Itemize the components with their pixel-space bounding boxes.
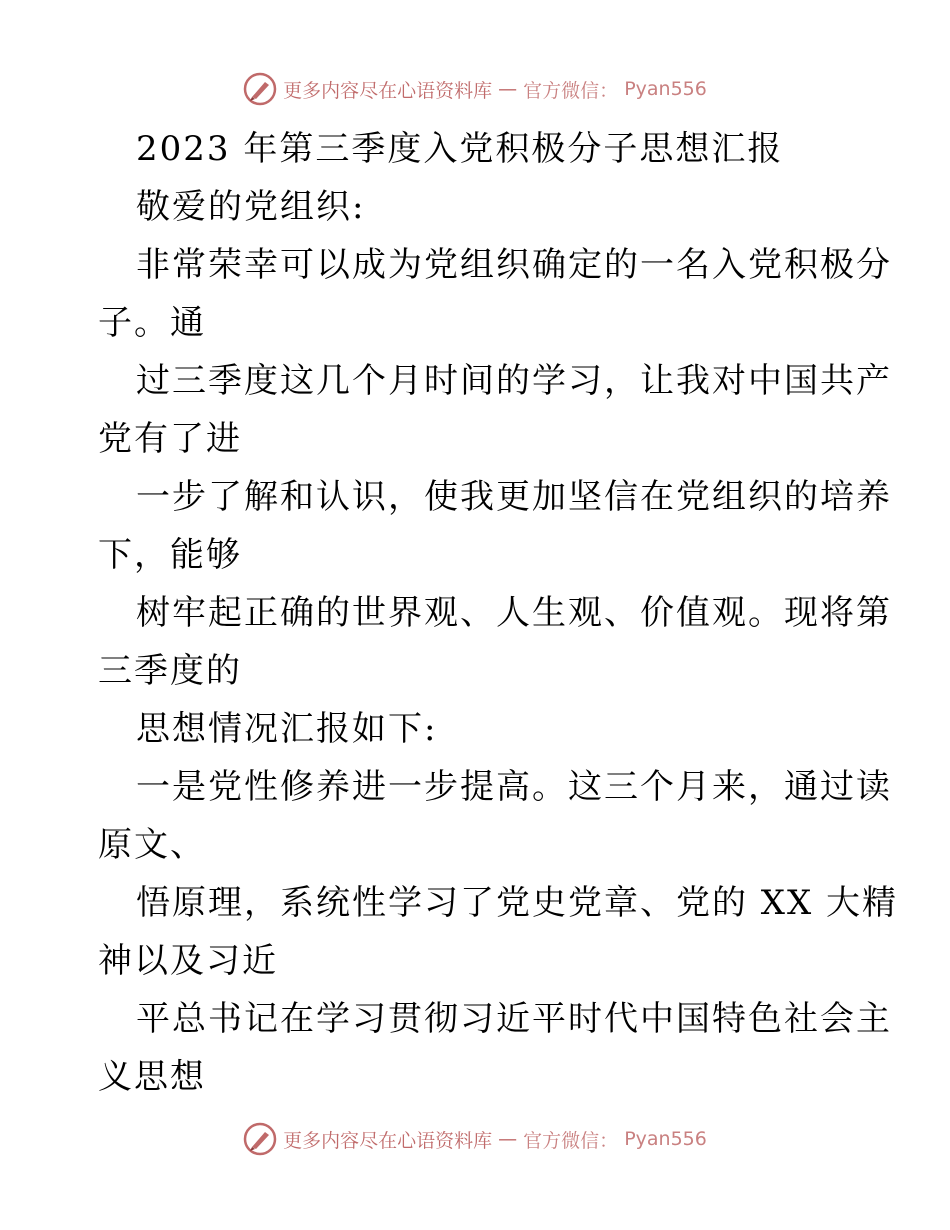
body-line: 下，能够 [98, 535, 242, 575]
body-line: 过三季度这几个月时间的学习，让我对中国共产 [136, 361, 892, 401]
watermark-text: 更多内容尽在心语资料库 [283, 79, 493, 102]
watermark-dash: — [498, 1128, 518, 1150]
pen-logo-icon [243, 72, 277, 106]
body-line: 悟原理，系统性学习了党史党章、党的 XX 大精 [136, 883, 899, 923]
body-line: 三季度的 [98, 651, 242, 691]
body-line: 树牢起正确的世界观、人生观、价值观。现将第 [136, 593, 892, 633]
pen-logo-icon [243, 1122, 277, 1156]
document-title: 2023 年第三季度入党积极分子思想汇报 [136, 129, 784, 169]
watermark-wechat-label: 官方微信： [523, 79, 619, 102]
body-line: 一步了解和认识，使我更加坚信在党组织的培养 [136, 477, 892, 517]
body-line: 党有了进 [98, 419, 242, 459]
watermark-wechat-id: Pyan556 [624, 1128, 707, 1150]
salutation: 敬爱的党组织: [136, 187, 366, 227]
body-line: 原文、 [98, 825, 206, 865]
body-line: 平总书记在学习贯彻习近平时代中国特色社会主 [136, 999, 892, 1039]
footer-watermark [0, 1122, 950, 1156]
watermark-wechat-label: 官方微信： [523, 1129, 619, 1152]
body-line: 非常荣幸可以成为党组织确定的一名入党积极分 [136, 245, 892, 285]
body-line: 子。通 [98, 303, 206, 343]
body-line: 神以及习近 [98, 941, 278, 981]
document-body [98, 120, 899, 1106]
body-line: 一是党性修养进一步提高。这三个月来，通过读 [136, 767, 892, 807]
body-line: 思想情况汇报如下: [136, 709, 438, 749]
header-watermark [0, 72, 950, 106]
watermark-wechat-id: Pyan556 [624, 78, 707, 100]
watermark-text: 更多内容尽在心语资料库 [283, 1129, 493, 1152]
body-line: 义思想 [98, 1057, 206, 1097]
watermark-dash: — [498, 78, 518, 100]
